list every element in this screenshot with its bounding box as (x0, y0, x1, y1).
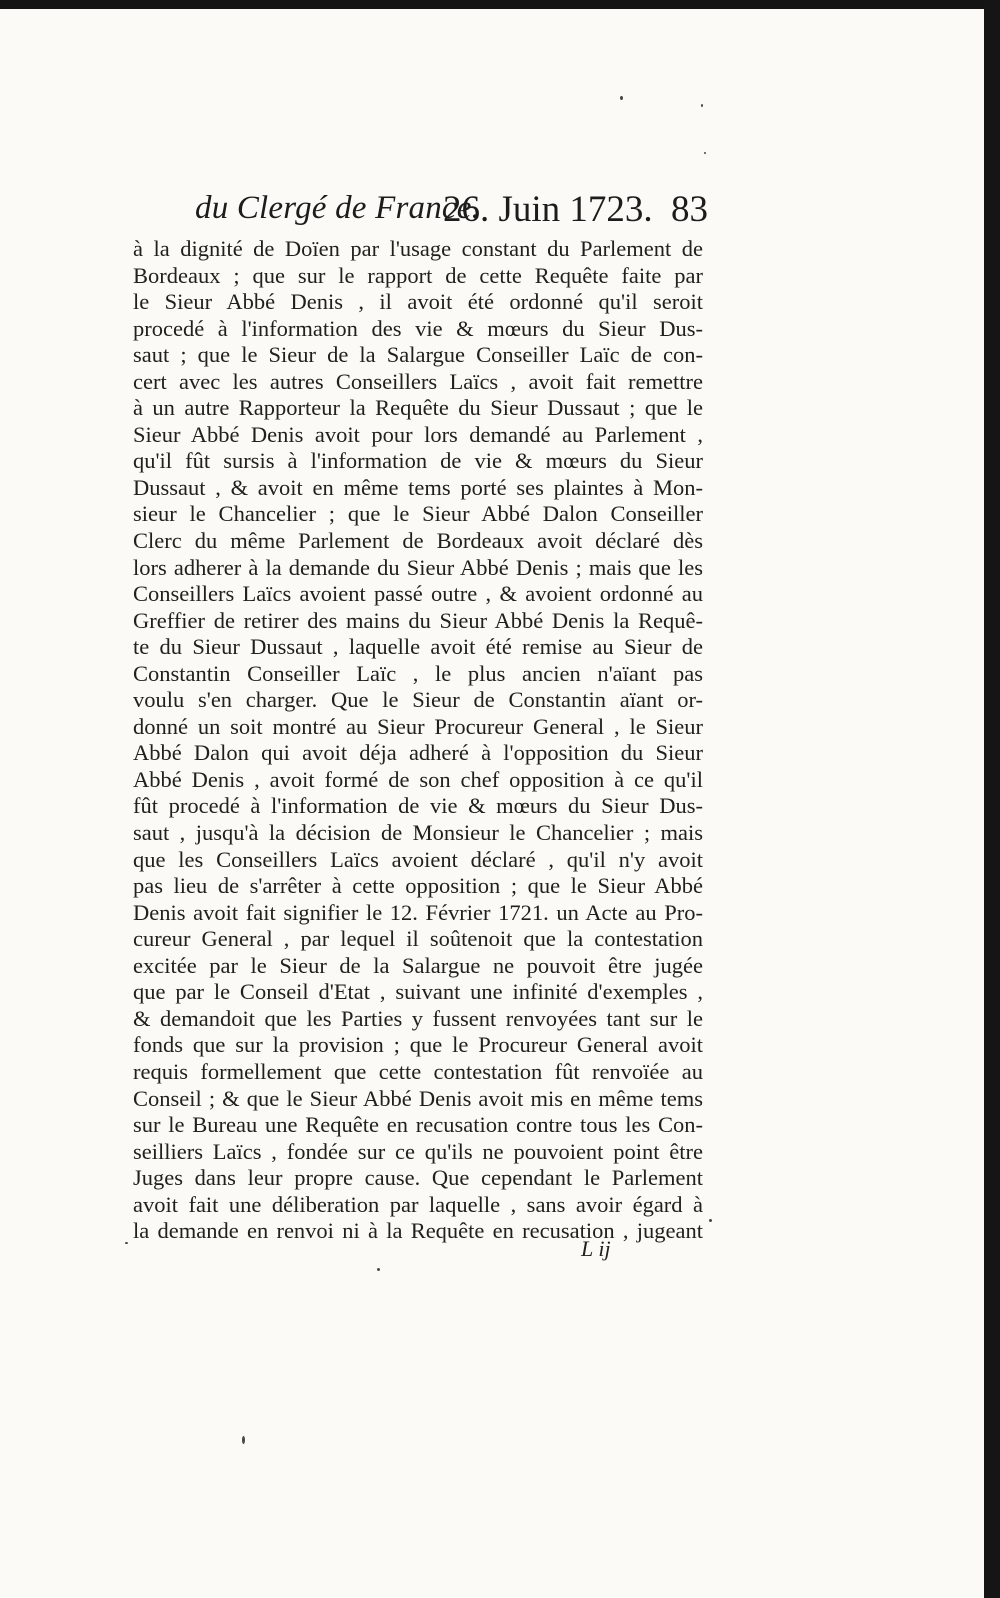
text-line: Conseillers Laïcs avoient passé outre , & avoient ordonné au (133, 581, 703, 607)
text-line: fût procedé à l'information de vie & mœurs du Sieur Dus- (133, 793, 703, 819)
text-line: Constantin Conseiller Laïc , le plus ancien n'aïant pas (133, 660, 703, 686)
text-line: que par le Conseil d'Etat , suivant une infinité d'exemples , (133, 979, 703, 1005)
text-line: Juges dans leur propre cause. Que cependant le Parlement (133, 1165, 703, 1191)
text-line: Bordeaux ; que sur le rapport de cette Requête faite par (133, 262, 703, 288)
running-title: du Clergé de France. (195, 190, 481, 226)
text-line: procedé à l'information des vie & mœurs du Sieur Dus- (133, 315, 703, 341)
text-line: Denis avoit fait signifier le 12. Février 1721. un Acte au Pro- (133, 899, 703, 925)
body-text (133, 236, 703, 1245)
text-line: lors adherer à la demande du Sieur Abbé Denis ; mais que les (133, 554, 703, 580)
text-line: donné un soit montré au Sieur Procureur General , le Sieur (133, 713, 703, 739)
text-line: Clerc du même Parlement de Bordeaux avoit déclaré dès (133, 528, 703, 554)
text-line: fonds que sur la provision ; que le Procureur General avoit (133, 1032, 703, 1058)
scan-speck (125, 1242, 128, 1244)
scan-top-border (0, 0, 1000, 9)
text-line: sur le Bureau une Requête en recusation contre tous les Con- (133, 1112, 703, 1138)
text-line: Greffier de retirer des mains du Sieur Abbé Denis la Requê- (133, 607, 703, 633)
text-line: Sieur Abbé Denis avoit pour lors demandé au Parlement , (133, 421, 703, 447)
text-line: Abbé Dalon qui avoit déja adheré à l'opposition du Sieur (133, 740, 703, 766)
text-line: la demande en renvoi ni à la Requête en recusation , jugeant (133, 1218, 703, 1244)
scan-speck (242, 1436, 245, 1444)
text-line: Conseil ; & que le Sieur Abbé Denis avoit mis en même tems (133, 1085, 703, 1111)
text-line: que les Conseillers Laïcs avoient déclaré , qu'il n'y avoit (133, 846, 703, 872)
text-line: requis formellement que cette contestation fût renvoïée au (133, 1058, 703, 1084)
text-line: voulu s'en charger. Que le Sieur de Constantin aïant or- (133, 687, 703, 713)
text-line: & demandoit que les Parties y fussent renvoyées tant sur le (133, 1005, 703, 1031)
text-line: pas lieu de s'arrêter à cette opposition ; que le Sieur Abbé (133, 873, 703, 899)
text-line: Abbé Denis , avoit formé de son chef opposition à ce qu'il (133, 766, 703, 792)
page-number: 83 (671, 189, 708, 230)
scan-right-border (984, 0, 1000, 1598)
text-line: saut ; que le Sieur de la Salargue Conseiller Laïc de con- (133, 342, 703, 368)
scan-speck (704, 152, 706, 154)
running-header (195, 188, 715, 236)
text-line: cureur General , par lequel il soûtenoit que la contestation (133, 926, 703, 952)
text-line: à un autre Rapporteur la Requête du Sieur Dussaut ; que le (133, 395, 703, 421)
text-line: cert avec les autres Conseillers Laïcs , avoit fait remettre (133, 368, 703, 394)
signature-mark: L ij (581, 1236, 611, 1261)
scan-speck (377, 1268, 380, 1271)
scan-speck (709, 1219, 712, 1222)
text-line: qu'il fût sursis à l'information de vie & mœurs du Sieur (133, 448, 703, 474)
text-line: saut , jusqu'à la décision de Monsieur le Chancelier ; mais (133, 820, 703, 846)
text-line: Dussaut , & avoit en même tems porté ses plaintes à Mon- (133, 474, 703, 500)
text-line: excitée par le Sieur de la Salargue ne pouvoit être jugée (133, 952, 703, 978)
text-line: le Sieur Abbé Denis , il avoit été ordonné qu'il seroit (133, 289, 703, 315)
scan-speck (620, 96, 623, 100)
text-line: sieur le Chancelier ; que le Sieur Abbé Dalon Conseiller (133, 501, 703, 527)
text-line: avoit fait une déliberation par laquelle , sans avoir égard à (133, 1191, 703, 1217)
text-line: seilliers Laïcs , fondée sur ce qu'ils ne pouvoient point être (133, 1138, 703, 1164)
text-line: te du Sieur Dussaut , laquelle avoit été remise au Sieur de (133, 634, 703, 660)
text-line: à la dignité de Doïen par l'usage constant du Parlement de (133, 236, 703, 261)
running-date: 26. Juin 1723. (443, 189, 653, 230)
scan-speck (701, 104, 703, 107)
